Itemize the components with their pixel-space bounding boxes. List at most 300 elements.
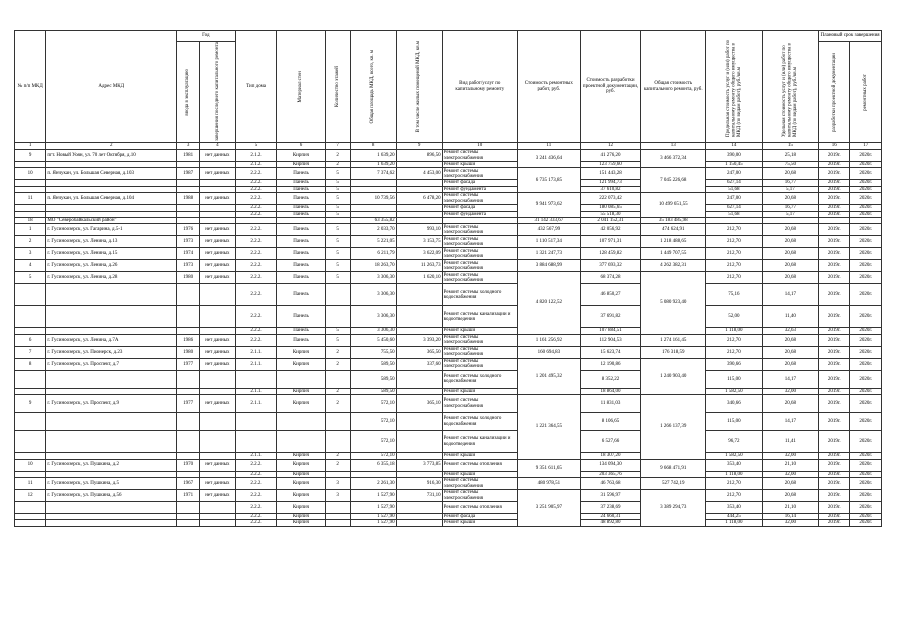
limit-cost-cell: 340,66: [706, 395, 762, 413]
limit-cost-cell: 212,70: [706, 236, 762, 248]
unit-cost-cell: 20,68: [762, 193, 818, 205]
house-type-cell: 2.2.2.: [235, 471, 277, 477]
work-type-cell: Ремонт системы электроснабжения: [442, 395, 517, 413]
floors-cell: 5: [325, 248, 350, 260]
unit-cost-cell: 25,18: [762, 150, 818, 162]
limit-cost-cell: 212,70: [706, 334, 762, 346]
year-commission-cell: [177, 520, 200, 526]
year-commission-cell: 1980: [177, 346, 200, 358]
total-area-cell: 755,50: [350, 346, 396, 358]
address-cell: [46, 502, 177, 514]
total-area-cell: 1 639,20: [350, 162, 396, 168]
address-cell: г. Гусиноозерск, ул. Ленина, д.7А: [46, 334, 177, 346]
unit-cost-cell: 16,77: [762, 180, 818, 186]
column-number-cell: 15: [762, 143, 818, 150]
row-number-cell: [15, 502, 46, 514]
work-type-cell: Ремонт системы электроснабжения: [442, 260, 517, 272]
column-numbers-row: [15, 143, 882, 150]
year-last-repair-cell: нет данных: [200, 272, 236, 284]
design-cost-cell: 55 518,30: [580, 211, 641, 217]
total-area-cell: 589,50: [350, 388, 396, 394]
design-cost-cell: 180 085,65: [580, 205, 641, 211]
table-body: [15, 150, 882, 527]
floors-cell: 2: [325, 358, 350, 370]
total-cost-cell: 176 318,59: [641, 346, 706, 358]
living-area-cell: 731,10: [396, 490, 442, 502]
column-number-cell: 5: [235, 143, 277, 150]
total-area-cell: 3 306,30: [350, 272, 396, 284]
total-cost-cell: 3 389 294,73: [641, 490, 706, 527]
design-cost-cell: 18 864,00: [580, 388, 641, 394]
unit-cost-cell: 32,00: [762, 520, 818, 526]
total-cost-cell: 9 668 471,91: [641, 459, 706, 477]
table-row: [15, 168, 882, 180]
column-number-cell: 11: [517, 143, 580, 150]
floors-cell: 5: [325, 186, 350, 192]
living-area-cell: 3 393,20: [396, 334, 442, 346]
repair-term-cell: 2020г.: [850, 205, 882, 211]
wall-material-cell: Кирпич: [277, 502, 325, 514]
living-area-cell: [396, 284, 442, 306]
design-term-cell: 2019г.: [819, 328, 850, 334]
wall-material-cell: Кирпич: [277, 358, 325, 370]
floors-cell: 5: [325, 328, 350, 334]
wall-material-cell: [277, 370, 325, 388]
address-cell: [46, 306, 177, 328]
unit-cost-cell: 32,00: [762, 471, 818, 477]
table-row: [15, 502, 882, 514]
design-term-cell: 2019г.: [819, 186, 850, 192]
house-type-cell: 2.2.2.: [235, 186, 277, 192]
row-number-cell: 8: [15, 358, 46, 370]
row-number-cell: 7: [15, 346, 46, 358]
house-type-cell: 2.2.2.: [235, 180, 277, 186]
house-type-cell: 2.1.2.: [235, 162, 277, 168]
design-cost-cell: 203 365,76: [580, 471, 641, 477]
table-row: [15, 431, 882, 453]
living-area-cell: 3 153,75: [396, 236, 442, 248]
repair-term-cell: 2020г.: [850, 150, 882, 162]
limit-cost-cell: 212,70: [706, 478, 762, 490]
floors-cell: 5: [325, 260, 350, 272]
total-cost-cell: 1 218 488,65: [641, 236, 706, 248]
row-number-cell: 4: [15, 260, 46, 272]
wall-material-cell: Панель: [277, 248, 325, 260]
limit-cost-cell: 212,70: [706, 272, 762, 284]
house-type-cell: 2.2.2.: [235, 260, 277, 272]
work-type-cell: Ремонт системы канализации и водоотведения: [442, 431, 517, 453]
repair-term-cell: 2020г.: [850, 471, 882, 477]
limit-cost-cell: 115,00: [706, 370, 762, 388]
house-type-cell: 2.2.2.: [235, 168, 277, 180]
limit-cost-cell: 212,70: [706, 224, 762, 236]
year-last-repair-cell: нет данных: [200, 236, 236, 248]
repair-cost-cell: 6 735 173,85: [517, 168, 580, 193]
floors-cell: 3: [325, 478, 350, 490]
floors-cell: [325, 520, 350, 526]
table-row: [15, 478, 882, 490]
design-cost-cell: 41 276,20: [580, 150, 641, 162]
row-number-cell: 9: [15, 395, 46, 413]
total-area-cell: 589,50: [350, 370, 396, 388]
wall-material-cell: Панель: [277, 205, 325, 211]
header-repair-term: [850, 42, 882, 143]
limit-cost-cell: 212,70: [706, 346, 762, 358]
repair-term-cell: 2020г.: [850, 334, 882, 346]
living-area-cell: 6 478,20: [396, 193, 442, 205]
design-cost-cell: 37 610,82: [580, 186, 641, 192]
header-design-cost: Стоимость разработки проектной документации, руб.: [580, 31, 641, 143]
wall-material-cell: Панель: [277, 193, 325, 205]
house-type-cell: 2.2.2.: [235, 514, 277, 520]
living-area-cell: [396, 306, 442, 328]
column-number-cell: 6: [277, 143, 325, 150]
house-type-cell: 2.2.2.: [235, 306, 277, 328]
total-area-cell: 2 261,30: [350, 478, 396, 490]
unit-cost-cell: 11,40: [762, 306, 818, 328]
house-type-cell: 2.2.2.: [235, 211, 277, 217]
house-type-cell: 2.2.2.: [235, 478, 277, 490]
wall-material-cell: Панель: [277, 186, 325, 192]
design-term-cell: 2019г.: [819, 471, 850, 477]
wall-material-cell: Кирпич: [277, 459, 325, 471]
design-cost-cell: 48 892,80: [580, 520, 641, 526]
repair-cost-cell: 9 941 973,62: [517, 193, 580, 218]
design-term-cell: 2019г.: [819, 478, 850, 490]
year-commission-cell: [177, 431, 200, 453]
house-type-cell: [235, 431, 277, 453]
design-term-cell: 2019г.: [819, 459, 850, 471]
address-cell: г. Гусиноозерск, ул. Ленина, д.15: [46, 248, 177, 260]
work-type-cell: Ремонт системы холодного водоснабжения: [442, 413, 517, 431]
header-limit-cost: [706, 31, 762, 143]
year-last-repair-cell: нет данных: [200, 260, 236, 272]
house-type-cell: 2.2.2.: [235, 248, 277, 260]
wall-material-cell: Кирпич: [277, 453, 325, 459]
design-cost-cell: 46 850,27: [580, 284, 641, 306]
living-area-cell: 337,60: [396, 358, 442, 370]
living-area-cell: [396, 502, 442, 514]
unit-cost-cell: 21,10: [762, 502, 818, 514]
year-commission-cell: [177, 370, 200, 388]
repair-term-cell: 2020г.: [850, 162, 882, 168]
limit-cost-cell: 212,70: [706, 490, 762, 502]
design-term-cell: 2019г.: [819, 388, 850, 394]
year-last-repair-cell: [200, 284, 236, 306]
header-num: № п/п МКД: [15, 31, 46, 143]
table-row: [15, 413, 882, 431]
unit-cost-cell: 20,68: [762, 358, 818, 370]
table-row: [15, 260, 882, 272]
table-row: [15, 193, 882, 205]
total-cost-cell: 4 262 382,31: [641, 260, 706, 272]
floors-cell: [325, 306, 350, 328]
design-cost-cell: 6 527,66: [580, 431, 641, 453]
repair-cost-cell: 1 221 364,55: [517, 395, 580, 459]
limit-cost-cell: 353,40: [706, 502, 762, 514]
row-number-cell: 10: [15, 168, 46, 180]
design-term-cell: 2019г.: [819, 358, 850, 370]
floors-cell: 2: [325, 346, 350, 358]
header-floors: [325, 31, 350, 143]
header-total-area: [350, 31, 396, 143]
table-row: [15, 284, 882, 306]
row-number-cell: 2: [15, 236, 46, 248]
floors-cell: [325, 502, 350, 514]
year-last-repair-cell: [200, 413, 236, 431]
wall-material-cell: Кирпич: [277, 471, 325, 477]
header-address: Адрес МКД: [46, 31, 177, 143]
header-year-commission-text: ввода в эксплуатацию: [185, 68, 191, 116]
limit-cost-cell: 52,00: [706, 306, 762, 328]
design-cost-cell: 46 763,68: [580, 478, 641, 490]
wall-material-cell: Панель: [277, 224, 325, 236]
limit-cost-cell: 1 150,45: [706, 162, 762, 168]
house-type-cell: 2.2.2.: [235, 520, 277, 526]
row-number-cell: 9: [15, 150, 46, 162]
house-type-cell: 2.2.2.: [235, 502, 277, 514]
unit-cost-cell: 5,17: [762, 186, 818, 192]
total-area-cell: 7 374,62: [350, 168, 396, 180]
table-row: [15, 224, 882, 236]
design-cost-cell: 107 971,31: [580, 236, 641, 248]
address-cell: п. Янчукан, ул. Большая Северная, д.103: [46, 168, 177, 180]
design-term-cell: 2019г.: [819, 205, 850, 211]
wall-material-cell: Кирпич: [277, 478, 325, 490]
wall-material-cell: Кирпич: [277, 490, 325, 502]
limit-cost-cell: 353,40: [706, 459, 762, 471]
wall-material-cell: Кирпич: [277, 150, 325, 162]
total-area-cell: 6 211,79: [350, 248, 396, 260]
work-type-cell: Ремонт крыши: [442, 162, 517, 168]
table-row: [15, 236, 882, 248]
unit-cost-cell: 20,68: [762, 168, 818, 180]
year-commission-cell: 1976: [177, 224, 200, 236]
address-cell: г. Гусиноозерск, ул. Ленина, д.26: [46, 260, 177, 272]
limit-cost-cell: 247,00: [706, 168, 762, 180]
work-type-cell: Ремонт системы электроснабжения: [442, 358, 517, 370]
living-area-cell: 896,50: [396, 150, 442, 162]
floors-cell: 5: [325, 168, 350, 180]
work-type-cell: Ремонт фасада: [442, 514, 517, 520]
repair-term-cell: 2020г.: [850, 388, 882, 394]
repair-term-cell: 2020г.: [850, 186, 882, 192]
wall-material-cell: Кирпич: [277, 514, 325, 520]
repair-cost-cell: 1 110 517,34: [517, 236, 580, 248]
floors-cell: 3: [325, 490, 350, 502]
design-cost-cell: 37 691,82: [580, 306, 641, 328]
work-type-cell: Ремонт системы холодного водоснабжения: [442, 370, 517, 388]
limit-cost-cell: 1 118,00: [706, 328, 762, 334]
repair-term-cell: 2020г.: [850, 328, 882, 334]
design-term-cell: 2019г.: [819, 514, 850, 520]
column-number-cell: 2: [46, 143, 177, 150]
work-type-cell: Ремонт системы электроснабжения: [442, 168, 517, 180]
design-cost-cell: 134 094,30: [580, 459, 641, 471]
address-cell: г. Гусиноозерск, ул. Пионерск, д.23: [46, 346, 177, 358]
design-term-cell: 2019г.: [819, 306, 850, 328]
table-row: [15, 358, 882, 370]
design-cost-cell: 222 073,42: [580, 193, 641, 205]
year-commission-cell: [177, 284, 200, 306]
design-term-cell: 2019г.: [819, 260, 850, 272]
wall-material-cell: Кирпич: [277, 520, 325, 526]
repair-term-cell: 2020г.: [850, 490, 882, 502]
design-term-cell: 2019г.: [819, 413, 850, 431]
work-type-cell: Ремонт системы электроснабжения: [442, 334, 517, 346]
year-commission-cell: 1980: [177, 272, 200, 284]
house-type-cell: [235, 370, 277, 388]
header-total-area-text: Общая площадь МКД, всего, кв. м: [370, 49, 376, 124]
repair-term-cell: 2020г.: [850, 502, 882, 514]
floors-cell: 5: [325, 236, 350, 248]
unit-cost-cell: 20,68: [762, 478, 818, 490]
repair-cost-cell: 31 142 333,67: [517, 218, 580, 224]
floors-cell: 2: [325, 453, 350, 459]
total-area-cell: 1 639,20: [350, 150, 396, 162]
row-number-cell: 10: [15, 459, 46, 471]
address-cell: г. Гусиноозерск, ул. Гагарина, д.5-1: [46, 224, 177, 236]
living-area-cell: 3 773,85: [396, 459, 442, 471]
work-type-cell: Ремонт системы холодного водоснабжения: [442, 284, 517, 306]
limit-cost-cell: 1 582,50: [706, 388, 762, 394]
address-cell: г. Гусиноозерск, ул. Пушкина, д.5: [46, 478, 177, 490]
wall-material-cell: Панель: [277, 306, 325, 328]
design-cost-cell: 128 459,82: [580, 248, 641, 260]
unit-cost-cell: 5,17: [762, 211, 818, 217]
living-area-cell: 1 620,10: [396, 272, 442, 284]
year-commission-cell: 1967: [177, 478, 200, 490]
house-type-cell: 2.1.1.: [235, 388, 277, 394]
unit-cost-cell: 20,68: [762, 395, 818, 413]
total-area-cell: 5 450,60: [350, 334, 396, 346]
design-cost-cell: 15 623,74: [580, 346, 641, 358]
header-design-term: [819, 42, 850, 143]
row-number-cell: [15, 431, 46, 453]
year-last-repair-cell: нет данных: [200, 459, 236, 471]
repair-plan-table: [14, 30, 882, 527]
address-cell: г. Гусиноозерск, ул. Пушкина, д.56: [46, 490, 177, 502]
repair-term-cell: 2020г.: [850, 395, 882, 413]
column-number-cell: 1: [15, 143, 46, 150]
work-type-cell: Ремонт системы отопления: [442, 502, 517, 514]
floors-cell: [325, 370, 350, 388]
table-row: [15, 346, 882, 358]
column-number-cell: 14: [706, 143, 762, 150]
floors-cell: 2: [325, 388, 350, 394]
design-term-cell: 2019г.: [819, 211, 850, 217]
year-last-repair-cell: [200, 431, 236, 453]
total-cost-cell: 35 183 485,98: [641, 218, 706, 224]
wall-material-cell: [277, 413, 325, 431]
work-type-cell: Ремонт системы электроснабжения: [442, 150, 517, 162]
repair-cost-cell: 432 567,99: [517, 224, 580, 236]
column-number-cell: 13: [641, 143, 706, 150]
table-row: [15, 395, 882, 413]
total-cost-cell: 3 466 372,34: [641, 150, 706, 168]
work-type-cell: Ремонт фундамента: [442, 186, 517, 192]
wall-material-cell: Кирпич: [277, 346, 325, 358]
wall-material-cell: Кирпич: [277, 388, 325, 394]
total-area-cell: 572,10: [350, 453, 396, 459]
work-type-cell: Ремонт крыши: [442, 328, 517, 334]
living-area-cell: 993,10: [396, 224, 442, 236]
unit-cost-cell: 75,50: [762, 162, 818, 168]
total-cost-cell: 527 742,19: [641, 478, 706, 490]
repair-term-cell: 2020г.: [850, 180, 882, 186]
year-commission-cell: 1988: [177, 193, 200, 205]
house-type-cell: 2.2.2.: [235, 224, 277, 236]
column-number-cell: 10: [442, 143, 517, 150]
total-area-cell: 572,10: [350, 413, 396, 431]
repair-cost-cell: 1 321 247,73: [517, 248, 580, 260]
table-row: [15, 334, 882, 346]
total-area-cell: 3 306,30: [350, 306, 396, 328]
house-type-cell: 2.2.2.: [235, 205, 277, 211]
limit-cost-cell: 51,68: [706, 186, 762, 192]
repair-term-cell: 2020г.: [850, 346, 882, 358]
design-term-cell: 2019г.: [819, 236, 850, 248]
total-area-cell: 572,10: [350, 431, 396, 453]
limit-cost-cell: 212,70: [706, 260, 762, 272]
repair-term-cell: 2020г.: [850, 514, 882, 520]
column-number-cell: 4: [200, 143, 236, 150]
repair-cost-cell: 480 978,51: [517, 478, 580, 490]
floors-cell: 2: [325, 459, 350, 471]
table-row: [15, 490, 882, 502]
year-last-repair-cell: нет данных: [200, 248, 236, 260]
limit-cost-cell: 1 118,00: [706, 471, 762, 477]
repair-term-cell: 2020г.: [850, 224, 882, 236]
house-type-cell: 2.2.2.: [235, 459, 277, 471]
limit-cost-cell: 1 582,50: [706, 453, 762, 459]
year-last-repair-cell: [200, 502, 236, 514]
total-area-cell: 6 355,18: [350, 459, 396, 471]
address-cell: пгт. Новый Уоян, ул. 70 лет Октября, д.10: [46, 150, 177, 162]
living-area-cell: 3 622,09: [396, 248, 442, 260]
unit-cost-cell: 21,10: [762, 459, 818, 471]
house-type-cell: 2.1.1.: [235, 395, 277, 413]
total-area-cell: 3 306,30: [350, 284, 396, 306]
row-number-cell: 1: [15, 224, 46, 236]
header-plan-term: Плановый срок завершения: [819, 31, 882, 42]
table-row: [15, 150, 882, 162]
unit-cost-cell: 16,14: [762, 514, 818, 520]
header-repair-cost: Стоимость ремонтных работ, руб.: [517, 31, 580, 143]
work-type-cell: Ремонт фасада: [442, 180, 517, 186]
column-number-cell: 9: [396, 143, 442, 150]
year-commission-cell: 1977: [177, 395, 200, 413]
repair-term-cell: 2020г.: [850, 520, 882, 526]
design-cost-cell: 37 238,69: [580, 502, 641, 514]
unit-cost-cell: 20,68: [762, 490, 818, 502]
unit-cost-cell: 14,17: [762, 370, 818, 388]
design-cost-cell: 68 374,28: [580, 272, 641, 284]
wall-material-cell: Панель: [277, 236, 325, 248]
column-number-cell: 17: [850, 143, 882, 150]
repair-term-cell: 2020г.: [850, 284, 882, 306]
table-row: [15, 248, 882, 260]
column-number-cell: 7: [325, 143, 350, 150]
limit-cost-cell: 247,00: [706, 193, 762, 205]
header-work-type: Вид работ/услуг по капитальному ремонту: [442, 31, 517, 143]
year-commission-cell: 1970: [177, 459, 200, 471]
design-term-cell: 2019г.: [819, 490, 850, 502]
header-unit-cost: [762, 31, 818, 143]
wall-material-cell: [277, 431, 325, 453]
work-type-cell: Ремонт системы электроснабжения: [442, 248, 517, 260]
living-area-cell: 4 453,00: [396, 168, 442, 180]
